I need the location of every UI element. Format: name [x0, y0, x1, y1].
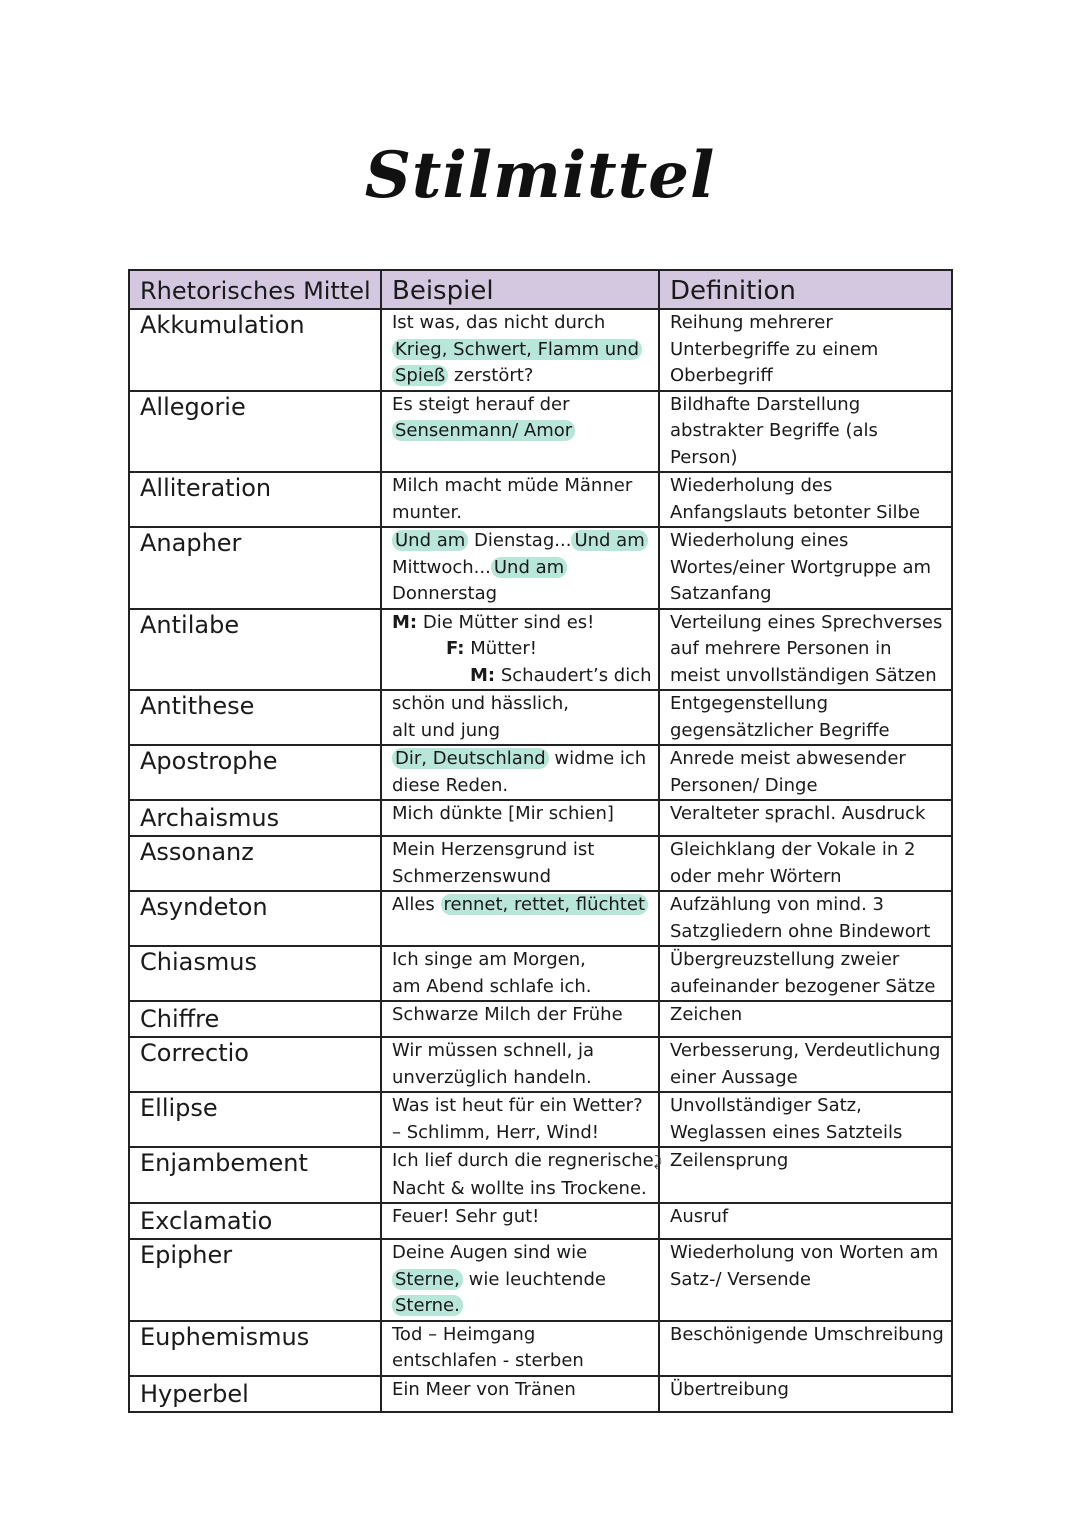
example-cell: Ich singe am Morgen, am Abend schlafe ich. [381, 946, 659, 1001]
example-cell: schön und hässlich, alt und jung [381, 690, 659, 745]
column-header-definition: Definition [659, 270, 952, 309]
table-row [129, 1092, 952, 1147]
column-header-mittel: Rhetorisches Mittel [129, 270, 381, 309]
column-header-beispiel: Beispiel [381, 270, 659, 309]
definition-cell: Ausruf [659, 1203, 952, 1239]
definition-cell: Beschönigende Umschreibung [659, 1321, 952, 1376]
term-cell: Apostrophe [129, 745, 381, 800]
table-row [129, 800, 952, 836]
table-row [129, 472, 952, 527]
term-cell: Allegorie [129, 391, 381, 473]
table-row [129, 391, 952, 473]
example-cell: M: Die Mütter sind es! F: Mütter! M: Schaudert’s dich [381, 609, 659, 691]
table-row [129, 309, 952, 391]
example-cell: Milch macht müde Männer munter. [381, 472, 659, 527]
definition-cell: Bildhafte Darstellung abstrakter Begriffe (als Person) [659, 391, 952, 473]
example-cell: Mich dünkte [Mir schien] [381, 800, 659, 836]
table-row [129, 1147, 952, 1203]
term-cell: Chiasmus [129, 946, 381, 1001]
table-row [129, 745, 952, 800]
term-cell: Anapher [129, 527, 381, 609]
example-cell: Mein Herzensgrund ist Schmerzenswund [381, 836, 659, 891]
definition-cell: Reihung mehrerer Unterbegriffe zu einem Oberbegriff [659, 309, 952, 391]
term-cell: Antilabe [129, 609, 381, 691]
definition-cell: Zeilensprung [659, 1147, 952, 1203]
term-cell: Assonanz [129, 836, 381, 891]
definition-cell: Zeichen [659, 1001, 952, 1037]
term-cell: Akkumulation [129, 309, 381, 391]
definition-cell: Aufzählung von mind. 3 Satzgliedern ohne Bindewort [659, 891, 952, 946]
page-title: Stilmittel [364, 138, 716, 213]
table-row [129, 891, 952, 946]
example-cell: Deine Augen sind wie Sterne, wie leuchtende Sterne. [381, 1239, 659, 1321]
definition-cell: Verteilung eines Sprechverses auf mehrere Personen in meist unvollständigen Sätzen [659, 609, 952, 691]
example-cell: Tod – Heimgang entschlafen - sterben [381, 1321, 659, 1376]
example-cell: Schwarze Milch der Frühe [381, 1001, 659, 1037]
term-cell: Asyndeton [129, 891, 381, 946]
example-cell: Ich lief durch die regnerische⤸ Nacht & wollte ins Trockene. [381, 1147, 659, 1203]
example-cell: Es steigt herauf der Sensenmann/ Amor [381, 391, 659, 473]
term-cell: Antithese [129, 690, 381, 745]
table-row [129, 1203, 952, 1239]
term-cell: Enjambement [129, 1147, 381, 1203]
stilmittel-table [128, 269, 953, 1413]
table-row [129, 946, 952, 1001]
example-cell: Was ist heut für ein Wetter? – Schlimm, Herr, Wind! [381, 1092, 659, 1147]
example-cell: Und am Dienstag... Und am Mittwoch... Und am Donnerstag [381, 527, 659, 609]
term-cell: Alliteration [129, 472, 381, 527]
term-cell: Correctio [129, 1037, 381, 1092]
example-cell: Alles rennet, rettet, flüchtet [381, 891, 659, 946]
line-break-arrow-icon: ⤸ [653, 1154, 663, 1170]
table-row [129, 690, 952, 745]
definition-cell: Wiederholung eines Wortes/einer Wortgruppe am Satzanfang [659, 527, 952, 609]
table-row [129, 1376, 952, 1412]
definition-cell: Veralteter sprachl. Ausdruck [659, 800, 952, 836]
term-cell: Euphemismus [129, 1321, 381, 1376]
definition-cell: Entgegenstellung gegensätzlicher Begriffe [659, 690, 952, 745]
definition-cell: Verbesserung, Verdeutlichung einer Aussage [659, 1037, 952, 1092]
example-cell: Dir, Deutschland widme ich diese Reden. [381, 745, 659, 800]
definition-cell: Übertreibung [659, 1376, 952, 1412]
example-cell: Feuer! Sehr gut! [381, 1203, 659, 1239]
definition-cell: Wiederholung von Worten am Satz-/ Versende [659, 1239, 952, 1321]
example-cell: Ist was, das nicht durch Krieg, Schwert, Flamm und Spieß zerstört? [381, 309, 659, 391]
term-cell: Exclamatio [129, 1203, 381, 1239]
term-cell: Epipher [129, 1239, 381, 1321]
table-row [129, 1001, 952, 1037]
definition-cell: Wiederholung des Anfangslauts betonter Silbe [659, 472, 952, 527]
table-row [129, 1321, 952, 1376]
term-cell: Hyperbel [129, 1376, 381, 1412]
definition-cell: Übergreuzstellung zweier aufeinander bezogener Sätze [659, 946, 952, 1001]
term-cell: Ellipse [129, 1092, 381, 1147]
definition-cell: Anrede meist abwesender Personen/ Dinge [659, 745, 952, 800]
term-cell: Archaismus [129, 800, 381, 836]
table-row [129, 527, 952, 609]
table-row [129, 836, 952, 891]
definition-cell: Gleichklang der Vokale in 2 oder mehr Wörtern [659, 836, 952, 891]
example-cell: Ein Meer von Tränen [381, 1376, 659, 1412]
table-header-row [129, 270, 952, 309]
table-row [129, 609, 952, 691]
definition-cell: Unvollständiger Satz, Weglassen eines Satzteils [659, 1092, 952, 1147]
term-cell: Chiffre [129, 1001, 381, 1037]
table-row [129, 1037, 952, 1092]
table-row [129, 1239, 952, 1321]
example-cell: Wir müssen schnell, ja unverzüglich handeln. [381, 1037, 659, 1092]
